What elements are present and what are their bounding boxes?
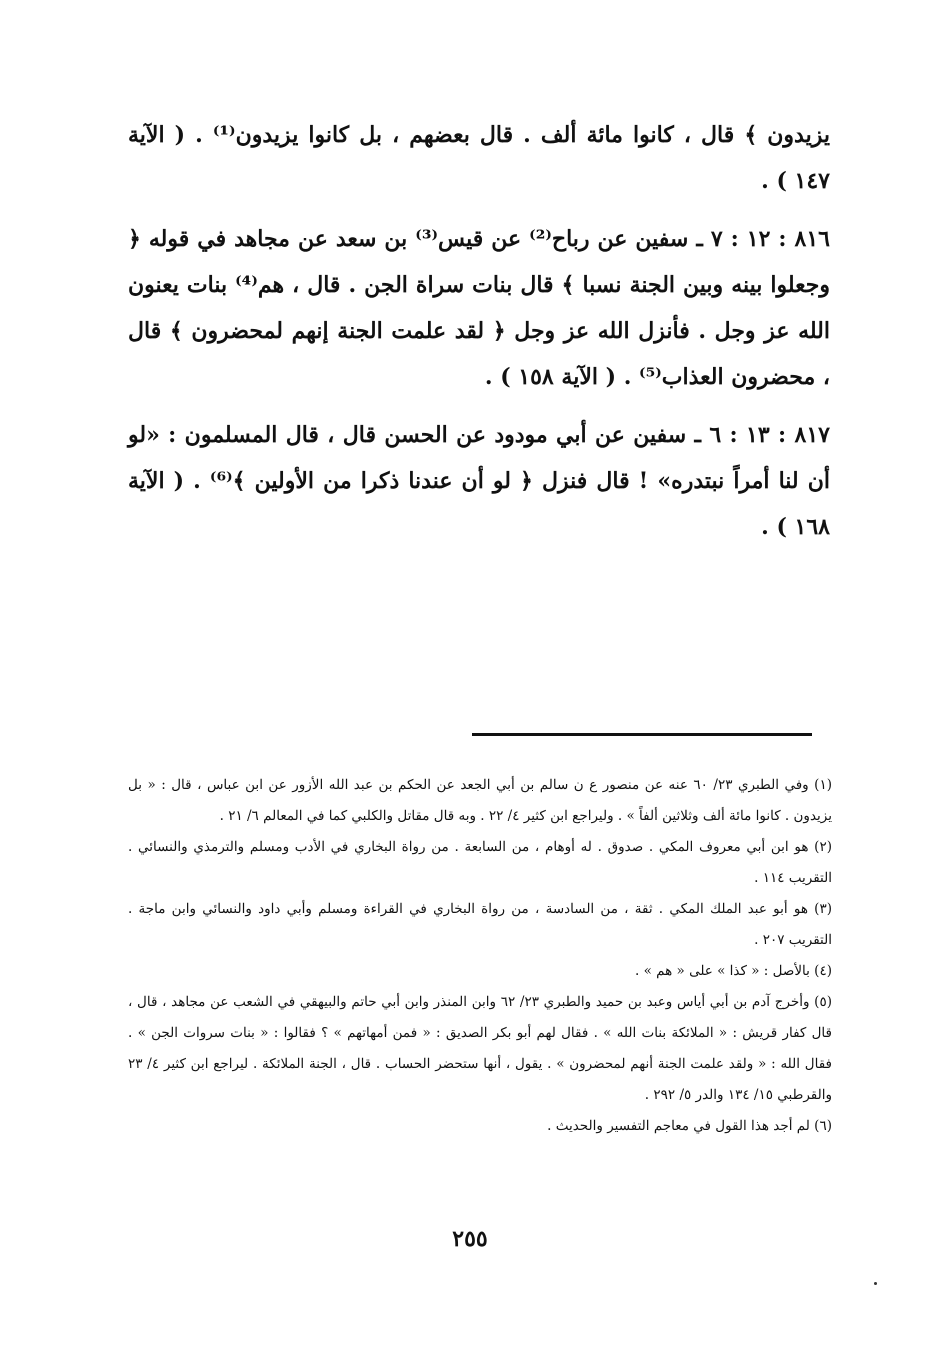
footnote-separator [472, 733, 812, 736]
footnote-3: (٣) هو أبو عبد الملك المكي . ثقة ، من السادسة ، من رواة البخاري في القراءة ومسلم وأبي داود والنسائي وابن ماجة . التقريب ٢٠٧ . [128, 901, 832, 948]
paragraph-hadith-816: ٨١٦ : ١٢ : ٧ ـ سفين عن رباح⁽²⁾ عن قيس⁽³⁾ بن سعد عن مجاهد في قوله ﴿ وجعلوا بينه وبين الجنة نسبا ﴾ قال بنات سراة الجن . قال ، هم⁽⁴⁾ بنات يعنون الله عز وجل . فأنزل الله عز وجل ﴿ لقد علمت الجنة إنهم لمحضرون ﴾ قال ، محضرون العذاب⁽⁵⁾ . ( الآية ١٥٨ ) . [128, 226, 830, 390]
speck-mark [874, 1282, 877, 1285]
paragraph-hadith-817: ٨١٧ : ١٣ : ٦ ـ سفين عن أبي مودود عن الحسن قال ، قال المسلمون : «لو أن لنا أمراً نبتدره» ! قال فنزل ﴿ لو أن عندنا ذكرا من الأولين ﴾⁽⁶⁾ . ( الآية ١٦٨ ) . [128, 422, 830, 540]
footnote-1: (١) وفي الطبري ٢٣/ ٦٠ عنه عن منصور ع ن سالم بن أبي الجعد عن الحكم بن عبد الله الأزور عن ابن عباس ، قال : « بل يزيدون . كانوا مائة ألف وثلاثين ألفاً » . وليراجع ابن كثير ٤/ ٢٢ . وبه قال مقاتل والكلبي كما في المعالم ٦/ ٢١ . [128, 777, 832, 824]
paragraph-verse-147: يزيدون ﴾ قال ، كانوا مائة ألف . قال بعضهم ، بل كانوا يزيدون⁽¹⁾ . ( الآية ١٤٧ ) . [128, 122, 830, 194]
footnote-5: (٥) وأخرج آدم بن أبي أياس وعبد بن حميد والطبري ٢٣/ ٦٢ وابن المنذر وابن أبي حاتم والبيهقي في الشعب عن مجاهد ، قال ، قال كفار قريش : « الملائكة بنات الله » . فقال لهم أبو بكر الصديق : « فمن أمهاتهم » ؟ فقالوا : « بنات سروات الجن » . فقال الله : « ولقد علمت الجنة أنهم لمحضرون » . يقول ، أنها ستحضر الحساب . قال ، الجنة الملائكة . ليراجع ابن كثير ٤/ ٢٣ والقرطبي ١٥/ ١٣٤ والدر ٥/ ٢٩٢ . [128, 994, 832, 1103]
footnote-2: (٢) هو ابن أبي معروف المكي . صدوق . له أوهام ، من السابعة . من رواة البخاري في الأدب ومسلم والترمذي والنسائي . التقريب ١١٤ . [128, 839, 832, 886]
page-number: ٢٥٥ [452, 1226, 488, 1252]
footnote-6: (٦) لم أجد هذا القول في معاجم التفسير والحديث . [547, 1118, 832, 1134]
footnote-4: (٤) بالأصل : « كذا » على « هم » . [634, 963, 832, 979]
footnotes [128, 770, 832, 1142]
main-text [128, 112, 830, 562]
